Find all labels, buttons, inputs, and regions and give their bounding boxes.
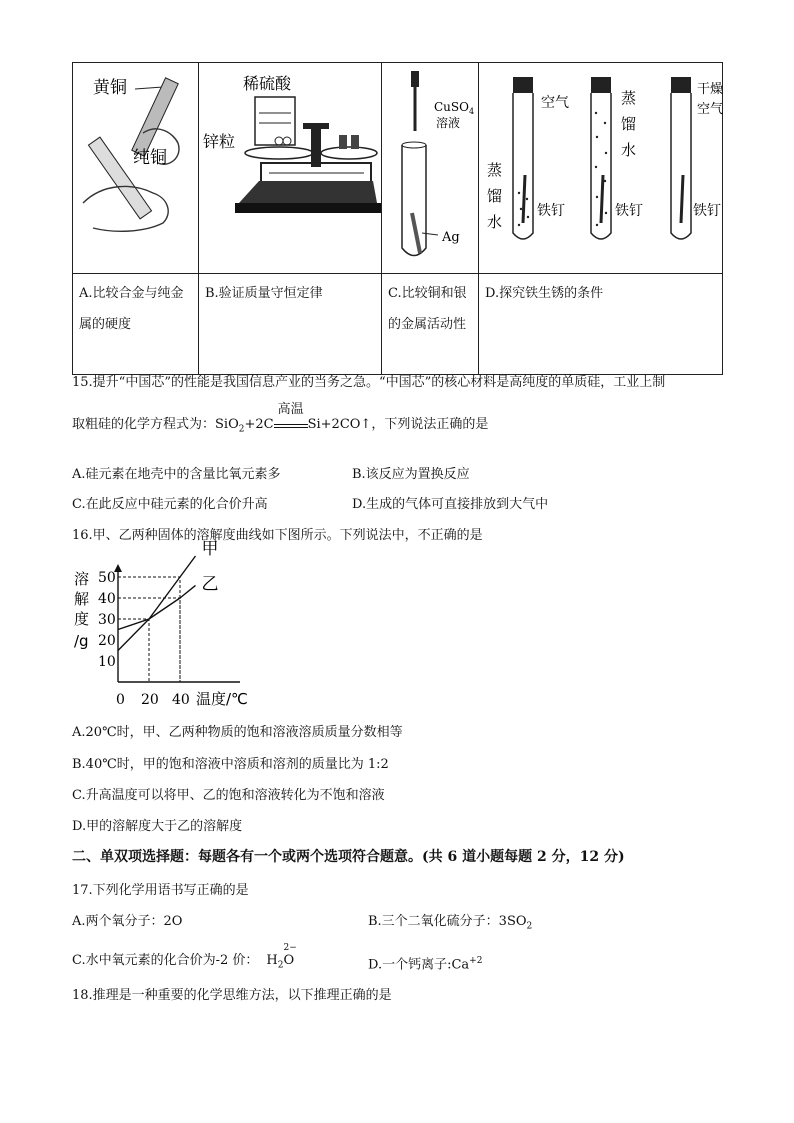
q17-option-b: [368, 913, 532, 936]
svg-text:CuSO4: [434, 100, 474, 116]
solubility-chart: [70, 539, 250, 712]
q15-eq-condition: 高温: [277, 402, 304, 417]
q16-stem: 16.甲、乙两种固体的溶解度曲线如下图所示。下列说法中，不正确的是: [72, 528, 483, 543]
caption-a: A.比较合金与纯金属的硬度: [73, 274, 199, 375]
label-dry-air-1: 干燥: [697, 82, 724, 97]
q17-option-a: A.两个氧分子：2O: [72, 914, 183, 929]
q17-option-c: [72, 943, 297, 975]
label-dry-air-2: 空气: [697, 102, 724, 117]
ylabel-char-1: 溶: [74, 570, 90, 588]
experiment-table: [72, 62, 723, 375]
image-cell-d: [479, 63, 723, 274]
label-water-mid-1: 蒸: [621, 89, 637, 107]
image-cell-b: [199, 63, 382, 274]
q16-option-c: C.升高温度可以将甲、乙的饱和溶液转化为不饱和溶液: [72, 788, 385, 803]
ylabel-char-3: 度: [74, 610, 90, 628]
caption-b: B.验证质量守恒定律: [199, 274, 382, 375]
label-water-mid-3: 水: [621, 141, 637, 159]
series-label-甲: 甲: [201, 539, 219, 559]
label-brass: 黄铜: [93, 78, 127, 98]
x-tick-label: 20: [141, 692, 159, 708]
label-nail-2: 铁钉: [615, 203, 643, 219]
label-nail-1: 铁钉: [537, 203, 565, 219]
q17-formula-sub: 2: [277, 960, 284, 971]
y-tick-label: 20: [98, 633, 116, 649]
test-tube-silver-illustration: [382, 63, 478, 269]
rust-tubes-illustration: [479, 63, 722, 269]
label-water-left-2: 馏: [487, 187, 503, 205]
label-dilute-sulfuric-acid: 稀硫酸: [243, 74, 292, 93]
q15-eq-products: Si+2CO↑: [307, 417, 372, 432]
y-tick-label: 10: [98, 654, 116, 670]
q17-stem: 17.下列化学用语书写正确的是: [72, 883, 249, 898]
q16-option-b: B.40℃时，甲的饱和溶液中溶质和溶剂的质量比为 1:2: [72, 757, 389, 772]
label-zinc: 锌粒: [203, 132, 236, 151]
label-cuso4-sub: 4: [468, 107, 475, 116]
q17-formula-charge: 2−: [283, 943, 297, 953]
q17-option-d-text: D.一个钙离子:Ca: [368, 957, 470, 973]
balance-illustration: [199, 63, 381, 269]
q15-eq-arrow: [274, 402, 308, 428]
q17-option-c-text: C.水中氧元素的化合价为-2 价：: [72, 953, 259, 968]
x-tick-label: 40: [172, 692, 190, 708]
q17-option-b-text: B.三个二氧化硫分子：3SO: [368, 914, 527, 929]
ylabel-char-2: 解: [74, 590, 90, 608]
x-tick-label: 0: [116, 692, 125, 708]
series-line-甲: [118, 556, 196, 651]
ylabel-char-4: /g: [74, 632, 89, 650]
caption-d: D.探究铁生锈的条件: [479, 274, 723, 375]
q15-eq-sub: 2: [238, 424, 245, 435]
section2-heading: 二、单双项选择题：每题各有一个或两个选项符合题意。(共 6 道小题每题 2 分，12 分): [72, 849, 625, 865]
alloy-scratch-illustration: [73, 63, 198, 269]
label-pure-copper: 纯铜: [133, 148, 167, 168]
q17-option-b-sub: 2: [526, 921, 533, 932]
y-tick-label: 40: [98, 591, 116, 607]
q15-eq-reactant: +2C: [244, 417, 274, 432]
image-cell-a: [73, 63, 199, 274]
label-air: 空气: [541, 95, 569, 111]
q15-stem-line2: [72, 402, 489, 439]
label-cuso4: CuSO: [434, 100, 469, 114]
q15-option-a: A.硅元素在地壳中的含量比氧元素多: [72, 467, 281, 482]
q17-option-d-sup: +2: [469, 956, 483, 966]
q17-option-d: [368, 952, 482, 974]
label-solution: 溶液: [436, 116, 461, 130]
y-tick-label: 50: [98, 570, 116, 586]
q15-option-c: C.在此反应中硅元素的化合价升高: [72, 497, 268, 512]
q15-eq-suffix: ，下列说法正确的是: [371, 417, 489, 432]
q16-option-a: A.20℃时，甲、乙两种物质的饱和溶液溶质质量分数相等: [72, 725, 403, 740]
image-cell-c: [382, 63, 479, 274]
label-silver: Ag: [442, 230, 460, 245]
q17-formula-h: H: [266, 953, 278, 968]
series-label-乙: 乙: [201, 574, 219, 595]
label-water-left-1: 蒸: [487, 161, 503, 179]
label-nail-3: 铁钉: [693, 203, 721, 219]
label-water-left-3: 水: [487, 213, 503, 231]
q15-option-b: B.该反应为置换反应: [352, 467, 470, 482]
q17-formula-o: O: [283, 953, 295, 968]
label-water-mid-2: 馏: [621, 115, 637, 133]
q15-eq-prefix: 取粗硅的化学方程式为：SiO: [72, 417, 239, 432]
y-tick-label: 30: [98, 612, 116, 628]
caption-c: C.比较铜和银的金属活动性: [382, 274, 479, 375]
q15-stem-line1: 15.提升“中国芯”的性能是我国信息产业的当务之急。“中国芯”的核心材料是高纯度的单质硅，工业上制: [72, 375, 666, 390]
q15-option-d: D.生成的气体可直接排放到大气中: [352, 497, 549, 512]
chart-xlabel: 温度/℃: [196, 690, 248, 708]
q16-option-d: D.甲的溶解度大于乙的溶解度: [72, 819, 243, 834]
q18-stem: 18.推理是一种重要的化学思维方法，以下推理正确的是: [72, 988, 392, 1003]
